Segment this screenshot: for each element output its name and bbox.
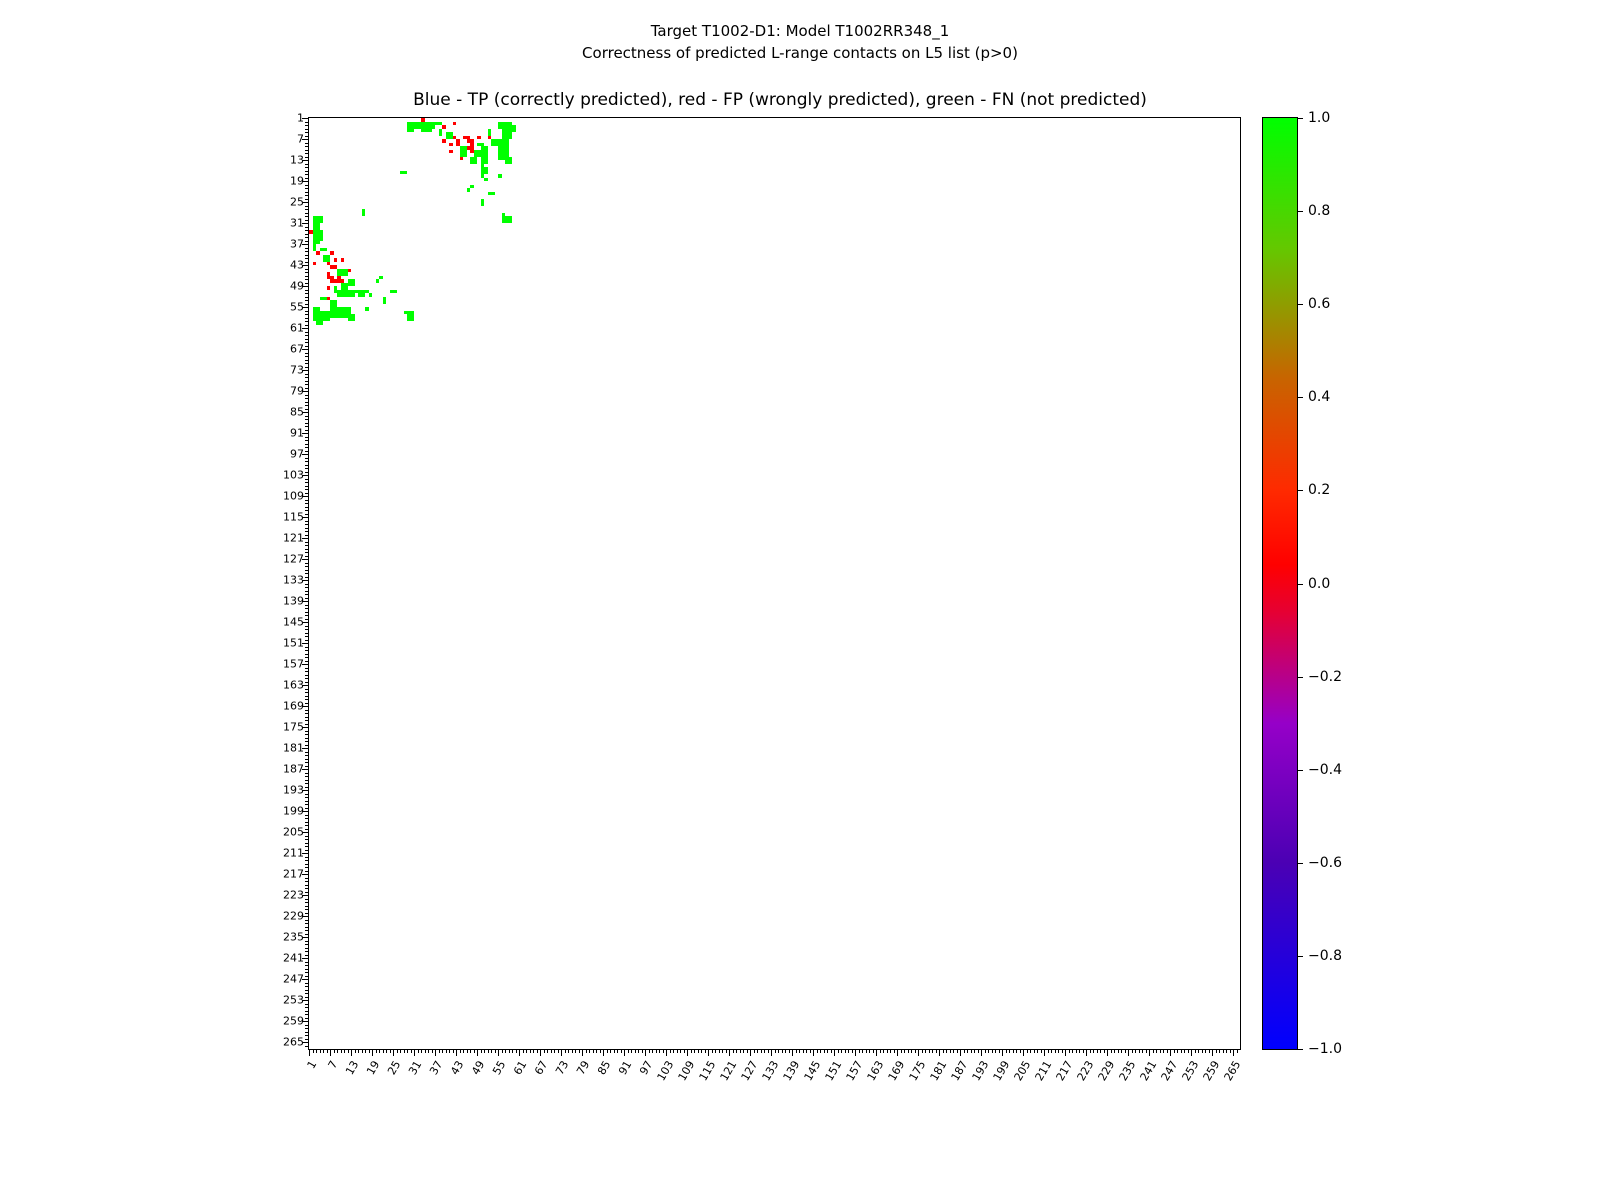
contact-cell	[509, 132, 513, 139]
contact-cell	[323, 318, 330, 322]
contact-cell	[362, 209, 366, 216]
y-tick-label: 217	[283, 867, 304, 881]
y-tick-label: 259	[283, 1014, 304, 1028]
y-tick-label: 169	[283, 699, 304, 713]
x-tick-label: 253	[1179, 1058, 1202, 1084]
y-tick-label: 97	[290, 447, 304, 461]
x-tick-label: 151	[822, 1058, 845, 1084]
x-tick-label: 91	[616, 1058, 635, 1078]
x-tick-label: 85	[595, 1058, 614, 1078]
contact-cell	[505, 122, 512, 133]
y-axis-labels	[248, 111, 304, 1050]
contact-cell	[330, 265, 337, 269]
y-tick-label: 79	[290, 384, 304, 398]
x-tick-label: 73	[553, 1058, 572, 1078]
x-tick-label: 37	[427, 1058, 446, 1078]
contact-cell	[435, 122, 442, 126]
x-tick-label: 265	[1221, 1058, 1244, 1084]
contact-cell	[330, 300, 337, 307]
contact-cell	[400, 171, 407, 175]
x-tick-label: 7	[325, 1058, 341, 1072]
x-tick-label: 97	[637, 1058, 656, 1078]
x-tick-label: 157	[843, 1058, 866, 1084]
y-tick-label: 115	[283, 510, 304, 524]
contact-cell	[334, 279, 338, 283]
x-tick-label: 241	[1137, 1058, 1160, 1084]
contact-cell	[467, 136, 471, 140]
contact-cell	[383, 297, 387, 304]
contact-cell	[470, 185, 474, 189]
contact-cells-layer	[309, 118, 1240, 1049]
colorbar-tick-label: 1.0	[1308, 110, 1331, 126]
contact-cell	[330, 251, 334, 255]
contact-cell	[407, 122, 414, 133]
contact-cell	[481, 174, 485, 178]
contact-cell	[498, 174, 502, 178]
y-tick-label: 19	[290, 174, 304, 188]
y-tick-label: 109	[283, 489, 304, 503]
y-tick-label: 37	[290, 237, 304, 251]
x-tick-label: 43	[448, 1058, 467, 1078]
colorbar-tick-label: 0.0	[1308, 575, 1331, 592]
contact-cell	[313, 307, 320, 314]
contact-cell	[313, 230, 320, 237]
contact-cell	[421, 122, 428, 129]
colorbar-tick-label: −0.4	[1308, 761, 1342, 778]
x-tick-label: 109	[675, 1058, 698, 1084]
x-tick-label: 121	[717, 1058, 740, 1084]
x-tick-label: 163	[864, 1058, 887, 1084]
contact-cell	[337, 269, 348, 276]
contact-cell	[498, 122, 505, 129]
x-tick-label: 247	[1158, 1058, 1181, 1084]
colorbar-gradient	[1262, 117, 1298, 1050]
colorbar-tick-label: −0.8	[1308, 947, 1342, 964]
x-tick-label: 205	[1011, 1058, 1034, 1084]
contact-cell	[456, 139, 460, 146]
contact-cell	[379, 276, 383, 280]
y-tick-label: 127	[283, 552, 304, 566]
contact-cell	[481, 146, 488, 160]
x-tick-label: 115	[696, 1058, 719, 1084]
y-tick-label: 175	[283, 720, 304, 734]
y-tick-label: 91	[290, 426, 304, 440]
figure-suptitle	[0, 20, 1600, 64]
contact-cell	[453, 122, 457, 126]
contact-cell	[488, 129, 492, 136]
x-tick-label: 193	[969, 1058, 992, 1084]
x-tick-label: 103	[654, 1058, 677, 1084]
colorbar-tick-label: 0.2	[1308, 482, 1331, 499]
contact-cell	[376, 279, 380, 283]
contact-cell	[414, 122, 421, 129]
y-tick-label: 235	[283, 930, 304, 944]
x-tick-label: 199	[990, 1058, 1013, 1084]
contact-cell	[365, 307, 369, 311]
x-tick-label: 259	[1200, 1058, 1223, 1084]
contact-map-plot	[308, 117, 1241, 1050]
contact-cell	[313, 216, 324, 223]
contact-cell	[428, 122, 432, 129]
contact-cell	[484, 178, 488, 182]
x-tick-label: 49	[469, 1058, 488, 1078]
x-tick-label: 13	[343, 1058, 362, 1078]
contact-cell	[439, 129, 443, 136]
contact-cell	[320, 237, 324, 241]
contact-cell	[313, 237, 320, 241]
contact-cell	[348, 269, 352, 273]
contact-cell	[365, 290, 369, 294]
x-axis-labels	[304, 1055, 1244, 1115]
suptitle-line-2: Correctness of predicted L-range contacts on L5 list (p>0)	[582, 44, 1018, 62]
contact-cell	[481, 199, 485, 206]
x-tick-label: 25	[385, 1058, 404, 1078]
y-tick-label: 61	[290, 321, 304, 335]
y-tick-label: 1	[297, 111, 304, 125]
y-tick-label: 31	[290, 216, 304, 230]
contact-cell	[355, 290, 362, 294]
contact-cell	[390, 290, 397, 294]
contact-cell	[502, 213, 506, 220]
x-tick-label: 55	[490, 1058, 509, 1078]
contact-cell	[327, 286, 331, 290]
contact-cell	[316, 251, 320, 255]
y-tick-label: 223	[283, 888, 304, 902]
x-tick-label: 181	[927, 1058, 950, 1084]
x-tick-label: 19	[364, 1058, 383, 1078]
x-tick-label: 211	[1032, 1058, 1055, 1084]
x-tick-label: 169	[885, 1058, 908, 1084]
colorbar-tick-labels	[1298, 110, 1358, 1057]
x-tick-label: 145	[801, 1058, 824, 1084]
y-tick-label: 229	[283, 909, 304, 923]
y-tick-label: 181	[283, 741, 304, 755]
contact-cell	[369, 293, 373, 297]
y-tick-label: 253	[283, 993, 304, 1007]
contact-cell	[428, 129, 432, 133]
contact-cell	[313, 223, 320, 230]
x-tick-label: 229	[1095, 1058, 1118, 1084]
y-tick-label: 199	[283, 804, 304, 818]
colorbar-tick-label: −0.2	[1308, 668, 1342, 685]
contact-cell	[470, 157, 477, 164]
contact-cell	[467, 188, 471, 192]
contact-cell	[505, 157, 512, 164]
x-tick-label: 79	[574, 1058, 593, 1078]
colorbar-tick-label: 0.8	[1308, 203, 1331, 220]
x-tick-label: 175	[906, 1058, 929, 1084]
suptitle-line-1: Target T1002-D1: Model T1002RR348_1	[650, 22, 950, 40]
contact-cell	[488, 192, 495, 196]
y-tick-label: 265	[283, 1035, 304, 1049]
y-tick-label: 55	[290, 300, 304, 314]
colorbar-tick-label: −0.6	[1308, 854, 1342, 871]
y-tick-label: 73	[290, 363, 304, 377]
contact-cell	[341, 279, 345, 283]
x-tick-label: 127	[738, 1058, 761, 1084]
y-tick-label: 133	[283, 573, 304, 587]
contact-cell	[313, 314, 324, 321]
contact-cell	[491, 139, 498, 146]
contact-cell	[323, 255, 330, 262]
y-tick-label: 43	[290, 258, 304, 272]
axes-title: Blue - TP (correctly predicted), red - FP (wrongly predicted), green - FN (not predicted)	[413, 90, 1147, 110]
colorbar-tick-label: −1.0	[1308, 1041, 1342, 1057]
x-tick-label: 235	[1116, 1058, 1139, 1084]
y-tick-label: 247	[283, 972, 304, 986]
contact-cell	[470, 150, 474, 154]
x-tick-label: 31	[406, 1058, 425, 1078]
y-tick-label: 67	[290, 342, 304, 356]
contact-cell	[442, 125, 446, 129]
contact-cell	[313, 262, 317, 266]
colorbar-tick-label: 0.6	[1308, 296, 1331, 313]
y-tick-label: 25	[290, 195, 304, 209]
y-tick-label: 85	[290, 405, 304, 419]
y-tick-label: 139	[283, 594, 304, 608]
x-tick-label: 1	[304, 1058, 320, 1072]
y-tick-label: 193	[283, 783, 304, 797]
contact-cell	[449, 143, 453, 147]
y-tick-label: 13	[290, 153, 304, 167]
contact-cell	[341, 283, 348, 290]
y-tick-label: 145	[283, 615, 304, 629]
contact-cell	[348, 279, 355, 286]
y-tick-label: 49	[290, 279, 304, 293]
y-tick-label: 7	[297, 132, 304, 146]
contact-cell	[334, 258, 338, 262]
contact-cell	[449, 150, 453, 154]
y-tick-label: 151	[283, 636, 304, 650]
y-tick-label: 121	[283, 531, 304, 545]
contact-cell	[477, 136, 481, 140]
contact-cell	[320, 297, 327, 301]
contact-cell	[470, 143, 474, 147]
x-tick-label: 61	[511, 1058, 530, 1078]
contact-cell	[404, 311, 411, 315]
y-tick-label: 211	[283, 846, 304, 860]
contact-cell	[474, 150, 481, 157]
contact-cell	[460, 157, 464, 161]
contact-cell	[442, 139, 446, 143]
x-tick-label: 217	[1053, 1058, 1076, 1084]
contact-cell	[481, 164, 485, 171]
y-tick-label: 103	[283, 468, 304, 482]
contact-cell	[446, 132, 453, 139]
y-tick-label: 205	[283, 825, 304, 839]
x-tick-label: 67	[532, 1058, 551, 1078]
x-tick-label: 133	[759, 1058, 782, 1084]
y-tick-label: 187	[283, 762, 304, 776]
x-tick-label: 187	[948, 1058, 971, 1084]
contact-cell	[327, 276, 331, 280]
contact-cell	[341, 258, 345, 262]
contact-cell	[460, 146, 467, 157]
contact-cell	[320, 248, 327, 252]
contact-cell	[337, 290, 351, 297]
y-tick-label: 163	[283, 678, 304, 692]
x-tick-label: 223	[1074, 1058, 1097, 1084]
contact-cell	[313, 244, 317, 251]
x-tick-label: 139	[780, 1058, 803, 1084]
contact-cell	[348, 314, 355, 321]
colorbar-tick-label: 0.4	[1308, 389, 1331, 406]
y-tick-label: 157	[283, 657, 304, 671]
y-tick-label: 241	[283, 951, 304, 965]
